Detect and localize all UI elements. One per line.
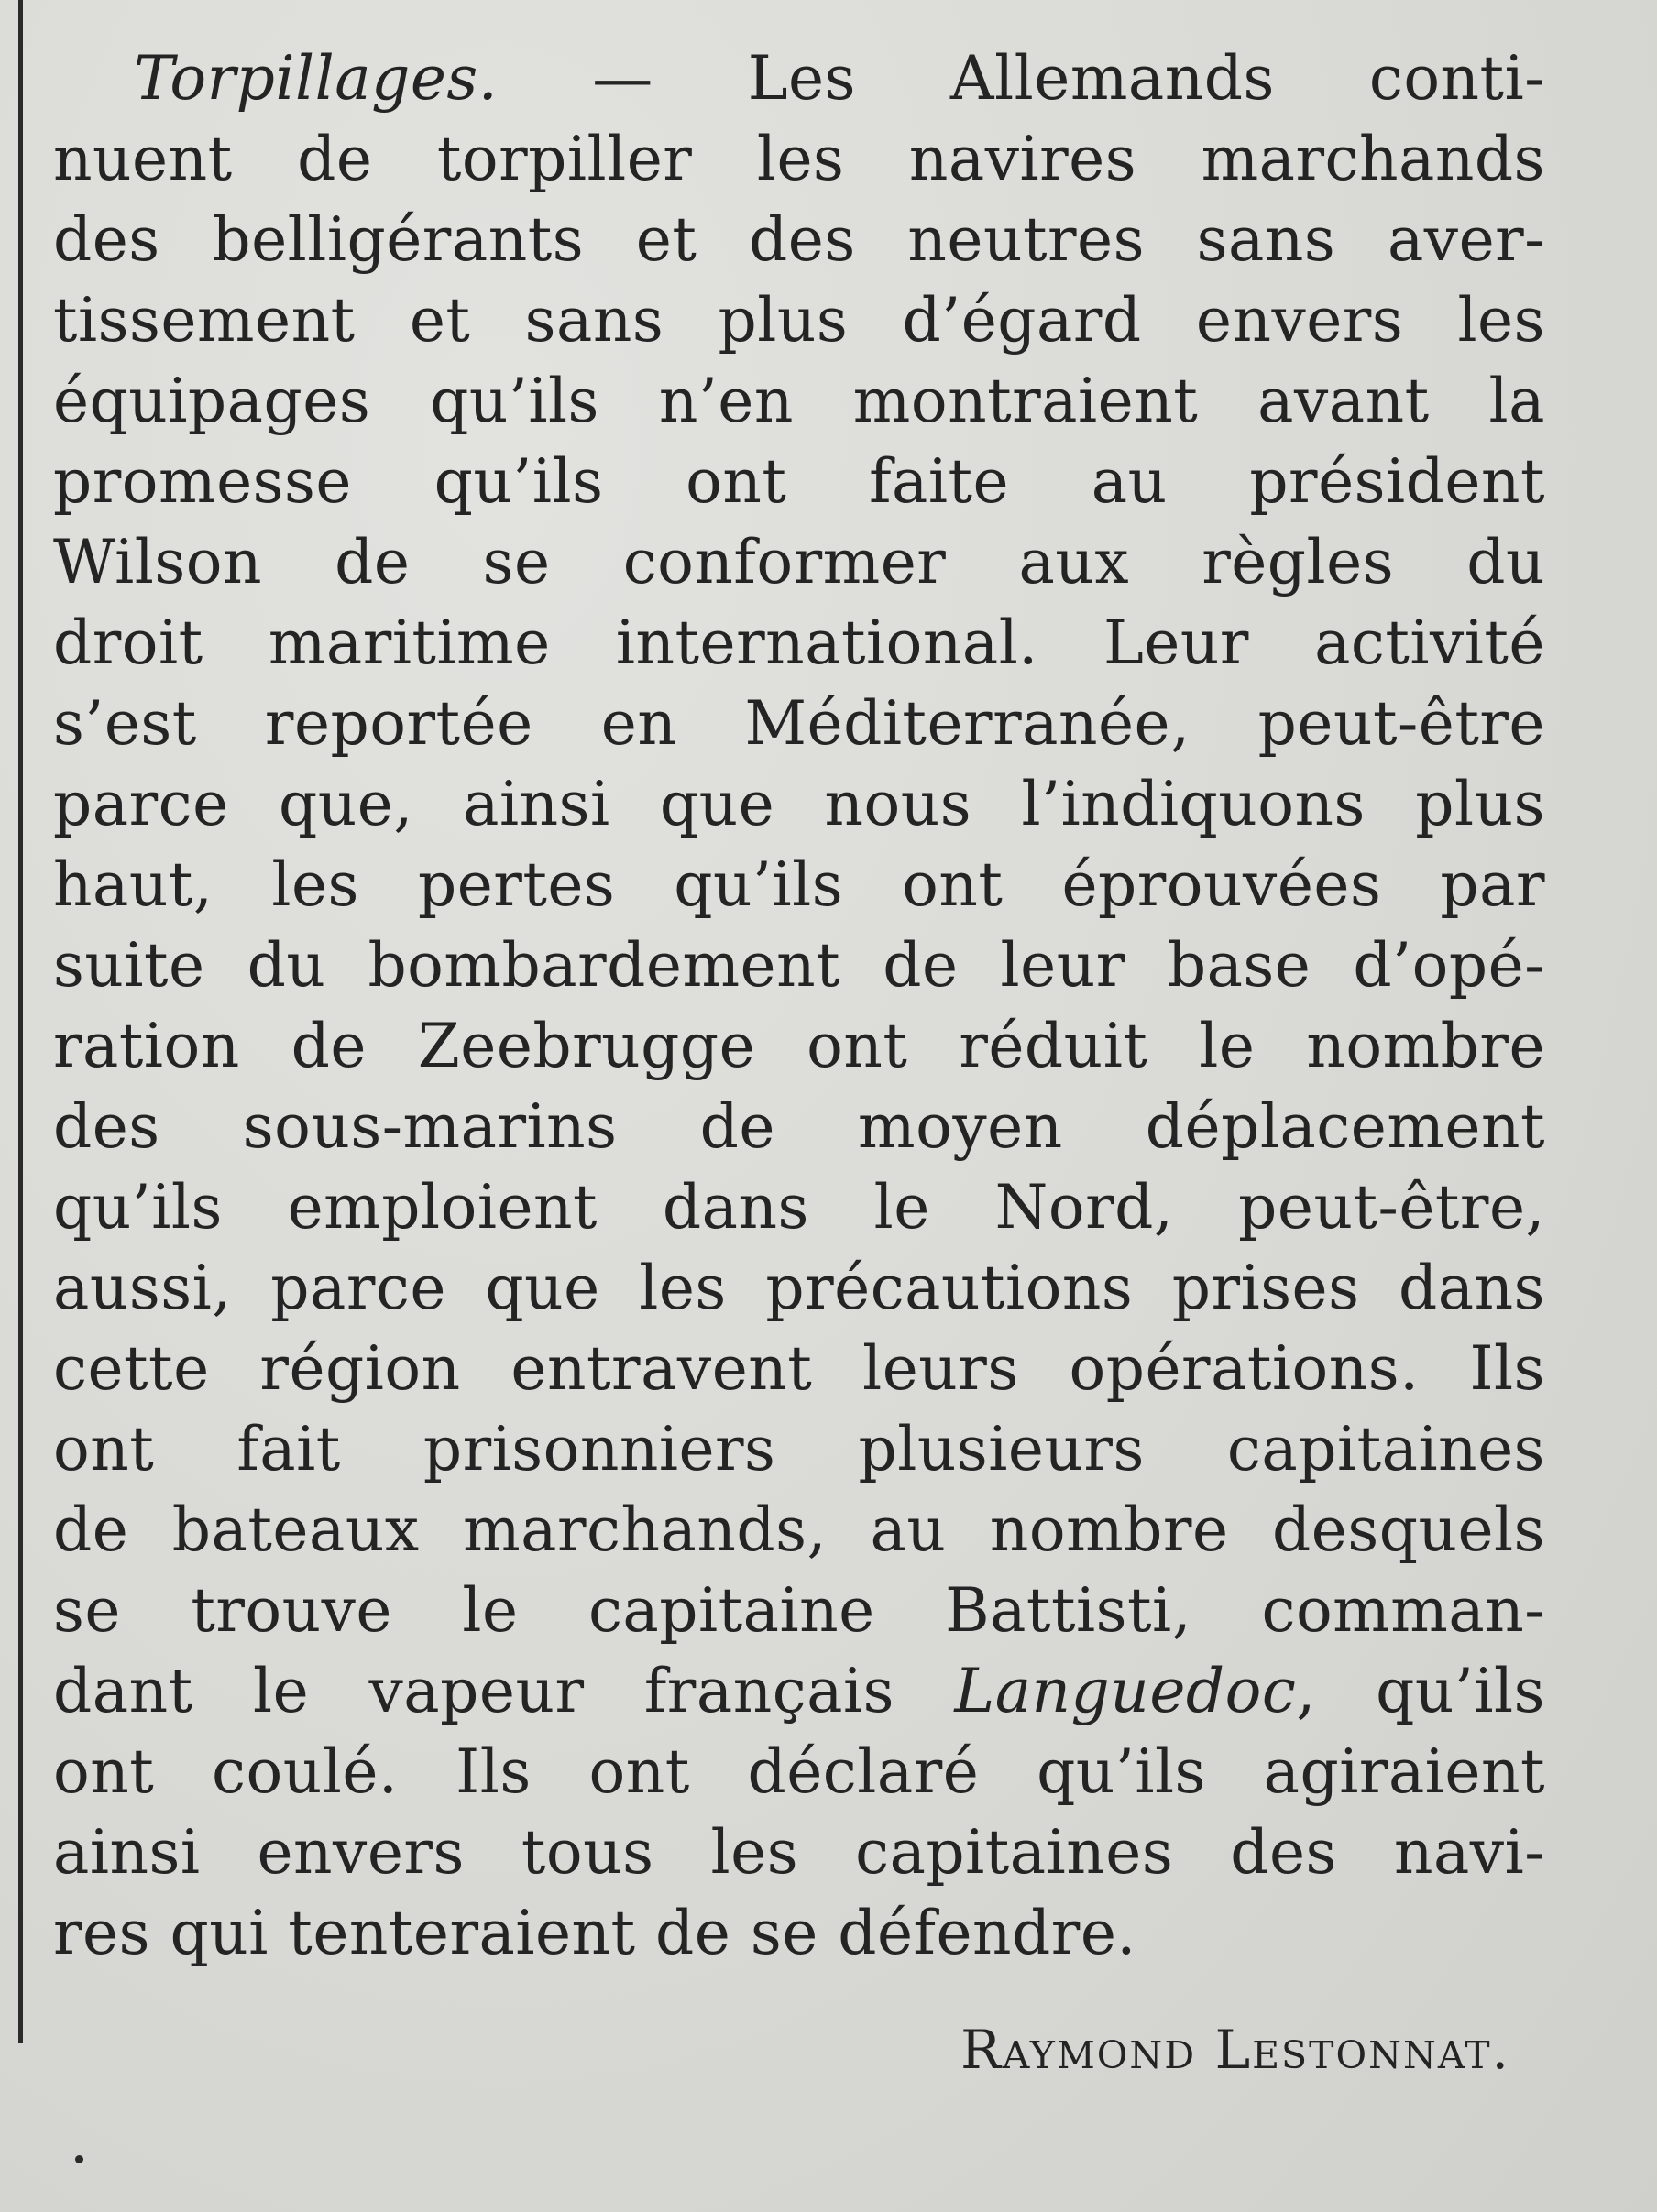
article-line-12: suite du bombardement de leur base d’opé-: [53, 930, 1545, 1001]
article-line-13: ration de Zeebrugge ont réduit le nombre: [53, 1011, 1545, 1081]
article-line-21-before: dant le vapeur français: [53, 1656, 955, 1726]
article-line-16: aussi, parce que les précautions prises dans: [53, 1253, 1545, 1323]
article-line-2: nuent de torpiller les navires marchands: [53, 124, 1545, 194]
article-line-10: parce que, ainsi que nous l’indiquons plus: [53, 769, 1545, 839]
article-line-6: promesse qu’ils ont faite au président: [53, 446, 1545, 517]
article-line-23: ainsi envers tous les capitaines des navi-: [53, 1817, 1545, 1888]
article-line-11: haut, les pertes qu’ils ont éprouvées par: [53, 849, 1545, 920]
article-body: [53, 38, 1545, 2081]
article-line-18: ont fait prisonniers plusieurs capitaines: [53, 1414, 1545, 1484]
article-line-19: de bateaux marchands, au nombre desquels: [53, 1495, 1545, 1565]
article-line-4: tissement et sans plus d’égard envers les: [53, 285, 1545, 356]
article-line-5: équipages qu’ils n’en montraient avant la: [53, 366, 1545, 436]
article-line-21-after: , qu’ils: [1296, 1656, 1545, 1726]
article-line-24: res qui tenteraient de se défendre.: [53, 1898, 1136, 1968]
article-line-17: cette région entravent leurs opérations. Ils: [53, 1333, 1545, 1404]
column-rule: [18, 0, 23, 2043]
article-line-3: des belligérants et des neutres sans aver-: [53, 204, 1545, 275]
article-line-1-text: Les Allemands conti-: [747, 43, 1545, 114]
article-line-9: s’est reportée en Méditerranée, peut-être: [53, 688, 1545, 759]
article-line-7: Wilson de se conformer aux règles du: [53, 527, 1545, 597]
ink-speck: [75, 2155, 83, 2163]
article-line-1: [53, 38, 1545, 119]
author-signature: Raymond Lestonnat.: [960, 2019, 1510, 2081]
ship-name: Languedoc: [954, 1656, 1297, 1726]
article-line-8: droit maritime international. Leur activité: [53, 608, 1545, 678]
article-line-22: ont coulé. Ils ont déclaré qu’ils agiraient: [53, 1736, 1545, 1807]
article-heading: Torpillages.: [134, 43, 499, 114]
article-line-15: qu’ils emploient dans le Nord, peut-être,: [53, 1172, 1545, 1243]
article-line-14: des sous-marins de moyen déplacement: [53, 1091, 1545, 1162]
heading-dash: —: [498, 43, 748, 114]
article-line-21: [53, 1651, 1545, 1732]
article-line-20: se trouve le capitaine Battisti, comman-: [53, 1575, 1545, 1646]
